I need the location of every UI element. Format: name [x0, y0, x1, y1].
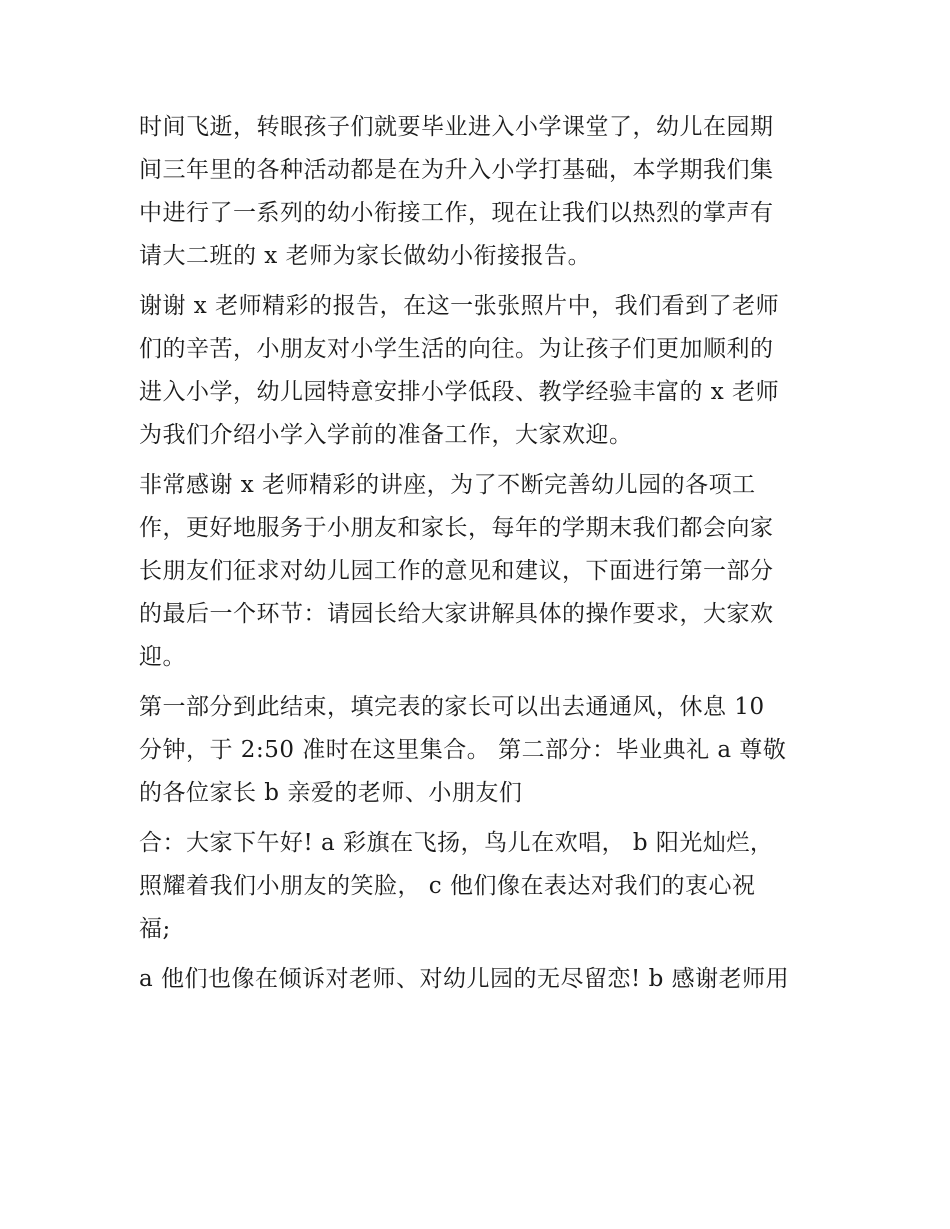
paragraph-intro-report	[139, 106, 819, 278]
paragraph-farewell	[139, 958, 819, 1001]
text-line: 进入小学，幼儿园特意安排小学低段、教学经验丰富的 x 老师	[139, 379, 780, 405]
text-line: 为我们介绍小学入学前的准备工作，大家欢迎。	[139, 422, 633, 448]
document-body	[139, 106, 819, 1008]
text-line: 合：大家下午好! a 彩旗在飞扬，鸟儿在欢唱， b 阳光灿烂，	[139, 830, 774, 856]
text-line: 分钟，于 2:50 准时在这里集合。 第二部分：毕业典礼 a 尊敬	[139, 737, 787, 763]
text-line: 福;	[139, 916, 171, 942]
text-line: 的最后一个环节：请园长给大家讲解具体的操作要求，大家欢	[139, 601, 774, 627]
text-line: 请大二班的 x 老师为家长做幼小衔接报告。	[139, 243, 592, 269]
paragraph-part-one-end	[139, 686, 819, 815]
text-line: a 他们也像在倾诉对老师、对幼儿园的无尽留恋! b 感谢老师用	[139, 966, 790, 992]
text-line: 非常感谢 x 老师精彩的讲座，为了不断完善幼儿园的各项工	[139, 472, 756, 498]
text-line: 间三年里的各种活动都是在为升入小学打基础，本学期我们集	[139, 157, 774, 183]
text-line: 谢谢 x 老师精彩的报告，在这一张张照片中，我们看到了老师	[139, 293, 780, 319]
text-line: 时间飞逝，转眼孩子们就要毕业进入小学课堂了，幼儿在园期	[139, 114, 774, 140]
text-line: 照耀着我们小朋友的笑脸， c 他们像在表达对我们的衷心祝	[139, 873, 756, 899]
text-line: 中进行了一系列的幼小衔接工作，现在让我们以热烈的掌声有	[139, 200, 774, 226]
text-line: 迎。	[139, 644, 186, 670]
text-line: 的各位家长 b 亲爱的老师、小朋友们	[139, 780, 523, 806]
text-line: 第一部分到此结束，填完表的家长可以出去通通风，休息 10	[139, 694, 765, 720]
paragraph-greeting	[139, 822, 819, 951]
paragraph-thanks-lecture	[139, 464, 819, 679]
paragraph-thanks-report	[139, 285, 819, 457]
text-line: 作，更好地服务于小朋友和家长，每年的学期末我们都会向家	[139, 515, 774, 541]
text-line: 们的辛苦，小朋友对小学生活的向往。为让孩子们更加顺利的	[139, 336, 774, 362]
text-line: 长朋友们征求对幼儿园工作的意见和建议，下面进行第一部分	[139, 558, 774, 584]
